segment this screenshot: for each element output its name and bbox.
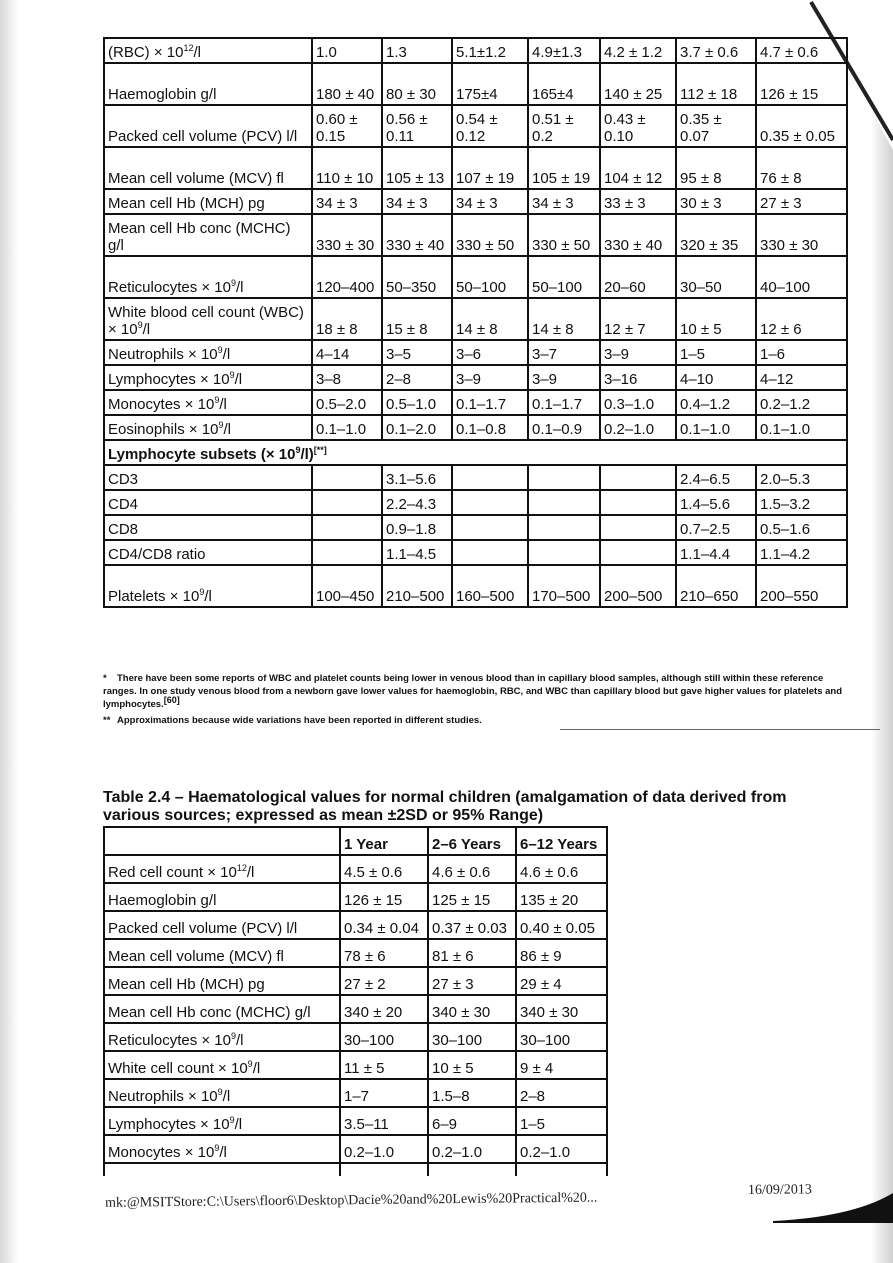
row-label: CD4 bbox=[108, 496, 139, 513]
table-cell: 2–8 bbox=[382, 365, 452, 390]
row-label-unit: /l bbox=[193, 44, 201, 61]
table-cell: 1.1–4.2 bbox=[756, 540, 847, 565]
table-cell-empty bbox=[428, 1163, 516, 1176]
table-cell: 0.1–1.0 bbox=[312, 415, 382, 440]
table-cell: 340 ± 20 bbox=[340, 995, 428, 1023]
table-cell: 0.2–1.2 bbox=[756, 390, 847, 415]
row-label-unit: /l bbox=[219, 1144, 227, 1161]
table-cell: 200–500 bbox=[600, 565, 676, 607]
table-cell: 0.1–0.8 bbox=[452, 415, 528, 440]
table-cell: 0.1–1.7 bbox=[452, 390, 528, 415]
row-label-unit: /l bbox=[236, 279, 244, 296]
table-cell: 0.1–0.9 bbox=[528, 415, 600, 440]
table-cell: 1–5 bbox=[676, 340, 756, 365]
table-cell: 5.1±1.2 bbox=[452, 38, 528, 63]
row-label-unit: /l bbox=[252, 1060, 261, 1077]
table-cell: 4–12 bbox=[756, 365, 847, 390]
row-header-cell bbox=[104, 995, 340, 1023]
footnote-1-ref: [60] bbox=[163, 694, 180, 705]
table-cell: 1.5–8 bbox=[428, 1079, 516, 1107]
row-header-cell bbox=[104, 1135, 340, 1163]
table-cell: 78 ± 6 bbox=[340, 939, 428, 967]
table-children-values bbox=[103, 826, 608, 1176]
row-label-unit: /l bbox=[234, 1116, 243, 1133]
table-row bbox=[104, 38, 847, 63]
footer-path: mk:@MSITStore:C:\Users\floor6\Desktop\Dacie%20and%20Lewis%20Practical%20... bbox=[105, 1190, 598, 1211]
table-cell bbox=[600, 540, 676, 565]
table-cell: 4.9±1.3 bbox=[528, 38, 600, 63]
table-cell: 0.9–1.8 bbox=[382, 515, 452, 540]
row-label: Neutrophils × 10 bbox=[108, 346, 218, 363]
page-curl-shadow bbox=[773, 1183, 893, 1223]
header-corner-cell bbox=[104, 827, 340, 855]
table-cell: 15 ± 8 bbox=[382, 298, 452, 340]
footnote-1 bbox=[103, 672, 843, 711]
row-header-cell bbox=[104, 105, 312, 147]
table-row bbox=[104, 855, 607, 883]
table-cell: 34 ± 3 bbox=[312, 189, 382, 214]
row-label-exponent: 9 bbox=[247, 1059, 253, 1069]
table-cell: 4.2 ± 1.2 bbox=[600, 38, 676, 63]
table-cell: 81 ± 6 bbox=[428, 939, 516, 967]
table-2-4-caption: Table 2.4 – Haematological values for normal children (amalgamation of data derived from various sources; expressed as mean ±2SD or 95% Range) bbox=[103, 789, 787, 824]
row-label: White cell count × 10 bbox=[108, 1060, 248, 1077]
row-label: Monocytes × 10 bbox=[108, 396, 215, 413]
table-cell: 0.2–1.0 bbox=[340, 1135, 428, 1163]
row-label-unit: /l bbox=[246, 864, 255, 881]
table-cell: 210–650 bbox=[676, 565, 756, 607]
row-header-cell bbox=[104, 390, 312, 415]
table-row bbox=[104, 1107, 607, 1135]
table-row bbox=[104, 298, 847, 340]
row-header-cell bbox=[104, 1023, 340, 1051]
table-cell: 29 ± 4 bbox=[516, 967, 607, 995]
row-header-cell bbox=[104, 855, 340, 883]
table-cell: 3.1–5.6 bbox=[382, 465, 452, 490]
table-cell: 30–100 bbox=[428, 1023, 516, 1051]
table-cell: 0.7–2.5 bbox=[676, 515, 756, 540]
table-cell: 10 ± 5 bbox=[676, 298, 756, 340]
row-header-cell bbox=[104, 298, 312, 340]
table-cell: 0.35 ± 0.05 bbox=[756, 105, 847, 147]
row-label: Neutrophils × 10 bbox=[108, 1088, 218, 1105]
row-label-exponent: 9 bbox=[229, 1115, 235, 1125]
table-cell: 95 ± 8 bbox=[676, 147, 756, 189]
table-cell bbox=[600, 490, 676, 515]
table-cell: 3–5 bbox=[382, 340, 452, 365]
table-cell: 2.0–5.3 bbox=[756, 465, 847, 490]
table-row-subset-heading bbox=[104, 440, 847, 465]
table-cell: 0.1–2.0 bbox=[382, 415, 452, 440]
table-cell: 100–450 bbox=[312, 565, 382, 607]
table-row bbox=[104, 1051, 607, 1079]
row-label-exponent: 9 bbox=[217, 1087, 223, 1097]
table-cell: 0.5–1.0 bbox=[382, 390, 452, 415]
row-label-exponent: 9 bbox=[214, 395, 220, 405]
table-row bbox=[104, 105, 847, 147]
table-cell: 107 ± 19 bbox=[452, 147, 528, 189]
row-label: Mean cell Hb (MCH) pg bbox=[108, 195, 265, 212]
table-cell: 0.43 ± 0.10 bbox=[600, 105, 676, 147]
subset-heading-part: [**] bbox=[313, 445, 327, 455]
table-row bbox=[104, 490, 847, 515]
divider bbox=[560, 729, 880, 730]
row-header-cell bbox=[104, 465, 312, 490]
table-row-cutoff bbox=[104, 1163, 607, 1176]
table-row bbox=[104, 256, 847, 298]
table-cell bbox=[452, 540, 528, 565]
table-cell: 0.54 ± 0.12 bbox=[452, 105, 528, 147]
table-cell: 40–100 bbox=[756, 256, 847, 298]
table-row bbox=[104, 540, 847, 565]
table-row bbox=[104, 1135, 607, 1163]
table-cell: 20–60 bbox=[600, 256, 676, 298]
table-row bbox=[104, 415, 847, 440]
table-cell: 330 ± 40 bbox=[382, 214, 452, 256]
table-cell: 330 ± 30 bbox=[312, 214, 382, 256]
row-header-cell bbox=[104, 214, 312, 256]
table-cell: 0.3–1.0 bbox=[600, 390, 676, 415]
table-cell: 0.2–1.0 bbox=[600, 415, 676, 440]
footer-date: 16/09/2013 bbox=[747, 1182, 812, 1199]
table-cell: 1.5–3.2 bbox=[756, 490, 847, 515]
table-cell: 27 ± 2 bbox=[340, 967, 428, 995]
table-row bbox=[104, 995, 607, 1023]
table-cell: 330 ± 40 bbox=[600, 214, 676, 256]
table-cell bbox=[312, 515, 382, 540]
table-cell: 0.34 ± 0.04 bbox=[340, 911, 428, 939]
table-cell: 110 ± 10 bbox=[312, 147, 382, 189]
table-cell: 1.1–4.4 bbox=[676, 540, 756, 565]
table-cell: 1.3 bbox=[382, 38, 452, 63]
row-label: Packed cell volume (PCV) l/l bbox=[108, 920, 298, 937]
table-cell: 0.1–1.7 bbox=[528, 390, 600, 415]
footnote-2-text: Approximations because wide variations have been reported in different studies. bbox=[117, 715, 482, 726]
row-label: Eosinophils × 10 bbox=[108, 421, 219, 438]
table-row bbox=[104, 883, 607, 911]
table-row bbox=[104, 911, 607, 939]
row-header-cell bbox=[104, 565, 312, 607]
table-cell bbox=[452, 490, 528, 515]
table-cell: 4–14 bbox=[312, 340, 382, 365]
table-row bbox=[104, 565, 847, 607]
row-label-exponent: 9 bbox=[217, 345, 223, 355]
table-cell: 3–6 bbox=[452, 340, 528, 365]
table-cell bbox=[528, 515, 600, 540]
table-row bbox=[104, 189, 847, 214]
table-cell: 1.0 bbox=[312, 38, 382, 63]
table-cell: 1.4–5.6 bbox=[676, 490, 756, 515]
subset-heading bbox=[104, 440, 847, 465]
row-label: Reticulocytes × 10 bbox=[108, 1032, 231, 1049]
table-cell bbox=[312, 465, 382, 490]
table-cell: 12 ± 6 bbox=[756, 298, 847, 340]
table-cell-empty bbox=[104, 1163, 340, 1176]
table-cell: 0.40 ± 0.05 bbox=[516, 911, 607, 939]
table-cell: 0.2–1.0 bbox=[428, 1135, 516, 1163]
row-header-cell bbox=[104, 883, 340, 911]
table-row bbox=[104, 340, 847, 365]
row-label-exponent: 9 bbox=[230, 1031, 236, 1041]
row-header-cell bbox=[104, 1107, 340, 1135]
row-label: Lymphocytes × 10 bbox=[108, 1116, 230, 1133]
table-cell: 112 ± 18 bbox=[676, 63, 756, 105]
subset-heading-part: /l) bbox=[300, 446, 314, 463]
row-label: Mean cell volume (MCV) fl bbox=[108, 170, 284, 187]
table-cell: 12 ± 7 bbox=[600, 298, 676, 340]
table-cell: 50–350 bbox=[382, 256, 452, 298]
table-cell: 30–100 bbox=[516, 1023, 607, 1051]
table-cell: 50–100 bbox=[452, 256, 528, 298]
table-cell: 50–100 bbox=[528, 256, 600, 298]
row-label: Monocytes × 10 bbox=[108, 1144, 215, 1161]
table-cell: 0.51 ± 0.2 bbox=[528, 105, 600, 147]
row-label-exponent: 9 bbox=[229, 370, 235, 380]
row-header-cell bbox=[104, 490, 312, 515]
table-row bbox=[104, 214, 847, 256]
table-cell: 104 ± 12 bbox=[600, 147, 676, 189]
table-cell: 160–500 bbox=[452, 565, 528, 607]
table-cell: 34 ± 3 bbox=[452, 189, 528, 214]
table-cell: 0.4–1.2 bbox=[676, 390, 756, 415]
subset-heading-part: 9 bbox=[295, 445, 301, 455]
table-cell: 3–16 bbox=[600, 365, 676, 390]
table-row bbox=[104, 465, 847, 490]
table-body bbox=[104, 827, 607, 1176]
table-cell: 3–8 bbox=[312, 365, 382, 390]
row-label: Platelets × 10 bbox=[108, 588, 200, 605]
row-label: CD8 bbox=[108, 521, 139, 538]
row-label-unit: /l bbox=[223, 421, 232, 438]
table-cell: 6–9 bbox=[428, 1107, 516, 1135]
row-header-cell bbox=[104, 365, 312, 390]
table-row bbox=[104, 390, 847, 415]
table-header-row bbox=[104, 827, 607, 855]
table-cell: 9 ± 4 bbox=[516, 1051, 607, 1079]
row-label-exponent: 12 bbox=[183, 43, 194, 53]
table-cell bbox=[312, 540, 382, 565]
table-cell bbox=[452, 515, 528, 540]
row-header-cell bbox=[104, 340, 312, 365]
table-cell: 4.6 ± 0.6 bbox=[428, 855, 516, 883]
row-header-cell bbox=[104, 147, 312, 189]
row-label: Packed cell volume (PCV) l/l bbox=[108, 128, 298, 145]
row-label-exponent: 9 bbox=[230, 278, 236, 288]
table-cell: 4–10 bbox=[676, 365, 756, 390]
table-cell: 1–5 bbox=[516, 1107, 607, 1135]
table-cell: 210–500 bbox=[382, 565, 452, 607]
row-label: Mean cell volume (MCV) fl bbox=[108, 948, 284, 965]
row-label-exponent: 9 bbox=[218, 420, 224, 430]
table-cell: 27 ± 3 bbox=[428, 967, 516, 995]
row-label: Mean cell Hb (MCH) pg bbox=[108, 976, 265, 993]
row-label-exponent: 9 bbox=[137, 320, 143, 330]
table-cell: 0.37 ± 0.03 bbox=[428, 911, 516, 939]
table-row bbox=[104, 147, 847, 189]
table-row bbox=[104, 939, 607, 967]
table-cell bbox=[528, 490, 600, 515]
row-header-cell bbox=[104, 967, 340, 995]
row-label: CD4/CD8 ratio bbox=[108, 546, 206, 563]
row-label-unit: /l bbox=[222, 346, 231, 363]
table-body bbox=[104, 38, 847, 607]
table-cell: 3.7 ± 0.6 bbox=[676, 38, 756, 63]
column-header: 1 Year bbox=[340, 827, 428, 855]
table-cell: 1–6 bbox=[756, 340, 847, 365]
row-header-cell bbox=[104, 189, 312, 214]
table-cell: 3.5–11 bbox=[340, 1107, 428, 1135]
table-cell: 140 ± 25 bbox=[600, 63, 676, 105]
table-cell: 3–7 bbox=[528, 340, 600, 365]
row-label: Lymphocytes × 10 bbox=[108, 371, 230, 388]
table-cell: 105 ± 19 bbox=[528, 147, 600, 189]
table-cell-empty bbox=[340, 1163, 428, 1176]
table-cell: 175±4 bbox=[452, 63, 528, 105]
row-label-unit: /l bbox=[222, 1088, 231, 1105]
row-label: Haemoglobin g/l bbox=[108, 892, 217, 909]
table-row bbox=[104, 967, 607, 995]
table-cell: 200–550 bbox=[756, 565, 847, 607]
row-label: Reticulocytes × 10 bbox=[108, 279, 231, 296]
table-cell: 0.5–1.6 bbox=[756, 515, 847, 540]
table-cell: 30 ± 3 bbox=[676, 189, 756, 214]
table-cell: 76 ± 8 bbox=[756, 147, 847, 189]
table-cell: 135 ± 20 bbox=[516, 883, 607, 911]
row-header-cell bbox=[104, 63, 312, 105]
table-cell: 3–9 bbox=[600, 340, 676, 365]
row-header-cell bbox=[104, 515, 312, 540]
column-header: 6–12 Years bbox=[516, 827, 607, 855]
row-header-cell bbox=[104, 415, 312, 440]
table-cell: 33 ± 3 bbox=[600, 189, 676, 214]
table-cell: 27 ± 3 bbox=[756, 189, 847, 214]
row-header-cell bbox=[104, 1051, 340, 1079]
table-cell: 330 ± 30 bbox=[756, 214, 847, 256]
table-cell: 120–400 bbox=[312, 256, 382, 298]
table-cell: 330 ± 50 bbox=[528, 214, 600, 256]
table-cell: 0.35 ± 0.07 bbox=[676, 105, 756, 147]
print-footer bbox=[105, 1182, 825, 1211]
row-label-exponent: 12 bbox=[236, 863, 247, 873]
table-cell: 170–500 bbox=[528, 565, 600, 607]
subset-heading-part: Lymphocyte subsets (× 10 bbox=[108, 446, 296, 463]
row-header-cell bbox=[104, 1079, 340, 1107]
table-cell-empty bbox=[516, 1163, 607, 1176]
table-cell bbox=[452, 465, 528, 490]
row-header-cell bbox=[104, 256, 312, 298]
table-cell: 18 ± 8 bbox=[312, 298, 382, 340]
table-row bbox=[104, 1079, 607, 1107]
table-cell: 4.7 ± 0.6 bbox=[756, 38, 847, 63]
column-header: 2–6 Years bbox=[428, 827, 516, 855]
footnote-marker-1: * bbox=[103, 673, 107, 684]
table-row bbox=[104, 365, 847, 390]
row-header-cell bbox=[104, 540, 312, 565]
table-cell: 125 ± 15 bbox=[428, 883, 516, 911]
table-cell: 105 ± 13 bbox=[382, 147, 452, 189]
table-cell: 320 ± 35 bbox=[676, 214, 756, 256]
row-label: Red cell count × 10 bbox=[108, 864, 237, 881]
table-cell: 0.56 ± 0.11 bbox=[382, 105, 452, 147]
row-label-exponent: 9 bbox=[199, 587, 205, 597]
row-label: Mean cell Hb conc (MCHC) g/l bbox=[108, 1004, 311, 1021]
table-cell: 340 ± 30 bbox=[516, 995, 607, 1023]
table-cell: 330 ± 50 bbox=[452, 214, 528, 256]
table-cell: 1–7 bbox=[340, 1079, 428, 1107]
table-cell: 34 ± 3 bbox=[528, 189, 600, 214]
row-label: Mean cell Hb conc (MCHC) g/l bbox=[108, 220, 291, 254]
table-row bbox=[104, 63, 847, 105]
table-row bbox=[104, 515, 847, 540]
footnote-1-text: There have been some reports of WBC and platelet counts being lower in venous blood than in capillary blood samples, although still within these reference ranges. In one study venous blood from a newborn gave lower values for haemoglobin, RBC, and WBC than capillary blood but gave higher values for platelets and lymphocytes. bbox=[103, 673, 843, 710]
table-cell: 30–50 bbox=[676, 256, 756, 298]
table-cell: 30–100 bbox=[340, 1023, 428, 1051]
table-cell: 0.1–1.0 bbox=[676, 415, 756, 440]
table-cell: 2–8 bbox=[516, 1079, 607, 1107]
table-cell: 4.6 ± 0.6 bbox=[516, 855, 607, 883]
footnote-marker-2: ** bbox=[103, 715, 111, 726]
table-cell: 4.5 ± 0.6 bbox=[340, 855, 428, 883]
footnote-2 bbox=[103, 714, 843, 727]
table-cell: 0.5–2.0 bbox=[312, 390, 382, 415]
row-label-unit: /l bbox=[219, 396, 227, 413]
table-adult-neonate-values bbox=[103, 37, 848, 608]
row-label-unit: /l bbox=[234, 371, 243, 388]
table-cell bbox=[528, 540, 600, 565]
table-row bbox=[104, 1023, 607, 1051]
row-label: Haemoglobin g/l bbox=[108, 86, 217, 103]
table-cell: 0.60 ± 0.15 bbox=[312, 105, 382, 147]
table-cell: 2.4–6.5 bbox=[676, 465, 756, 490]
row-header-cell bbox=[104, 911, 340, 939]
table-cell: 340 ± 30 bbox=[428, 995, 516, 1023]
table-cell: 180 ± 40 bbox=[312, 63, 382, 105]
table-footnotes bbox=[103, 672, 843, 730]
table-cell: 86 ± 9 bbox=[516, 939, 607, 967]
row-header-cell bbox=[104, 939, 340, 967]
row-label-unit: /l bbox=[236, 1032, 244, 1049]
table-cell bbox=[528, 465, 600, 490]
row-label: CD3 bbox=[108, 471, 139, 488]
table-cell: 0.2–1.0 bbox=[516, 1135, 607, 1163]
table-cell bbox=[312, 490, 382, 515]
row-label: (RBC) × 10 bbox=[108, 44, 184, 61]
table-cell: 3–9 bbox=[528, 365, 600, 390]
table-cell: 3–9 bbox=[452, 365, 528, 390]
table-cell: 10 ± 5 bbox=[428, 1051, 516, 1079]
table-cell: 165±4 bbox=[528, 63, 600, 105]
row-label-exponent: 9 bbox=[214, 1143, 220, 1153]
row-label-unit: /l bbox=[142, 321, 151, 338]
row-label-unit: /l bbox=[204, 588, 212, 605]
table-cell: 126 ± 15 bbox=[340, 883, 428, 911]
table-cell: 14 ± 8 bbox=[528, 298, 600, 340]
table-cell bbox=[600, 465, 676, 490]
page-edge-shadow-left bbox=[0, 0, 18, 1263]
row-header-cell bbox=[104, 38, 312, 63]
table-cell: 0.1–1.0 bbox=[756, 415, 847, 440]
table-cell: 80 ± 30 bbox=[382, 63, 452, 105]
row-label: White blood cell count (WBC) × 10 bbox=[108, 304, 304, 338]
table-cell: 126 ± 15 bbox=[756, 63, 847, 105]
table-cell: 14 ± 8 bbox=[452, 298, 528, 340]
table-cell bbox=[600, 515, 676, 540]
table-cell: 11 ± 5 bbox=[340, 1051, 428, 1079]
table-cell: 34 ± 3 bbox=[382, 189, 452, 214]
table-cell: 2.2–4.3 bbox=[382, 490, 452, 515]
table-cell: 1.1–4.5 bbox=[382, 540, 452, 565]
